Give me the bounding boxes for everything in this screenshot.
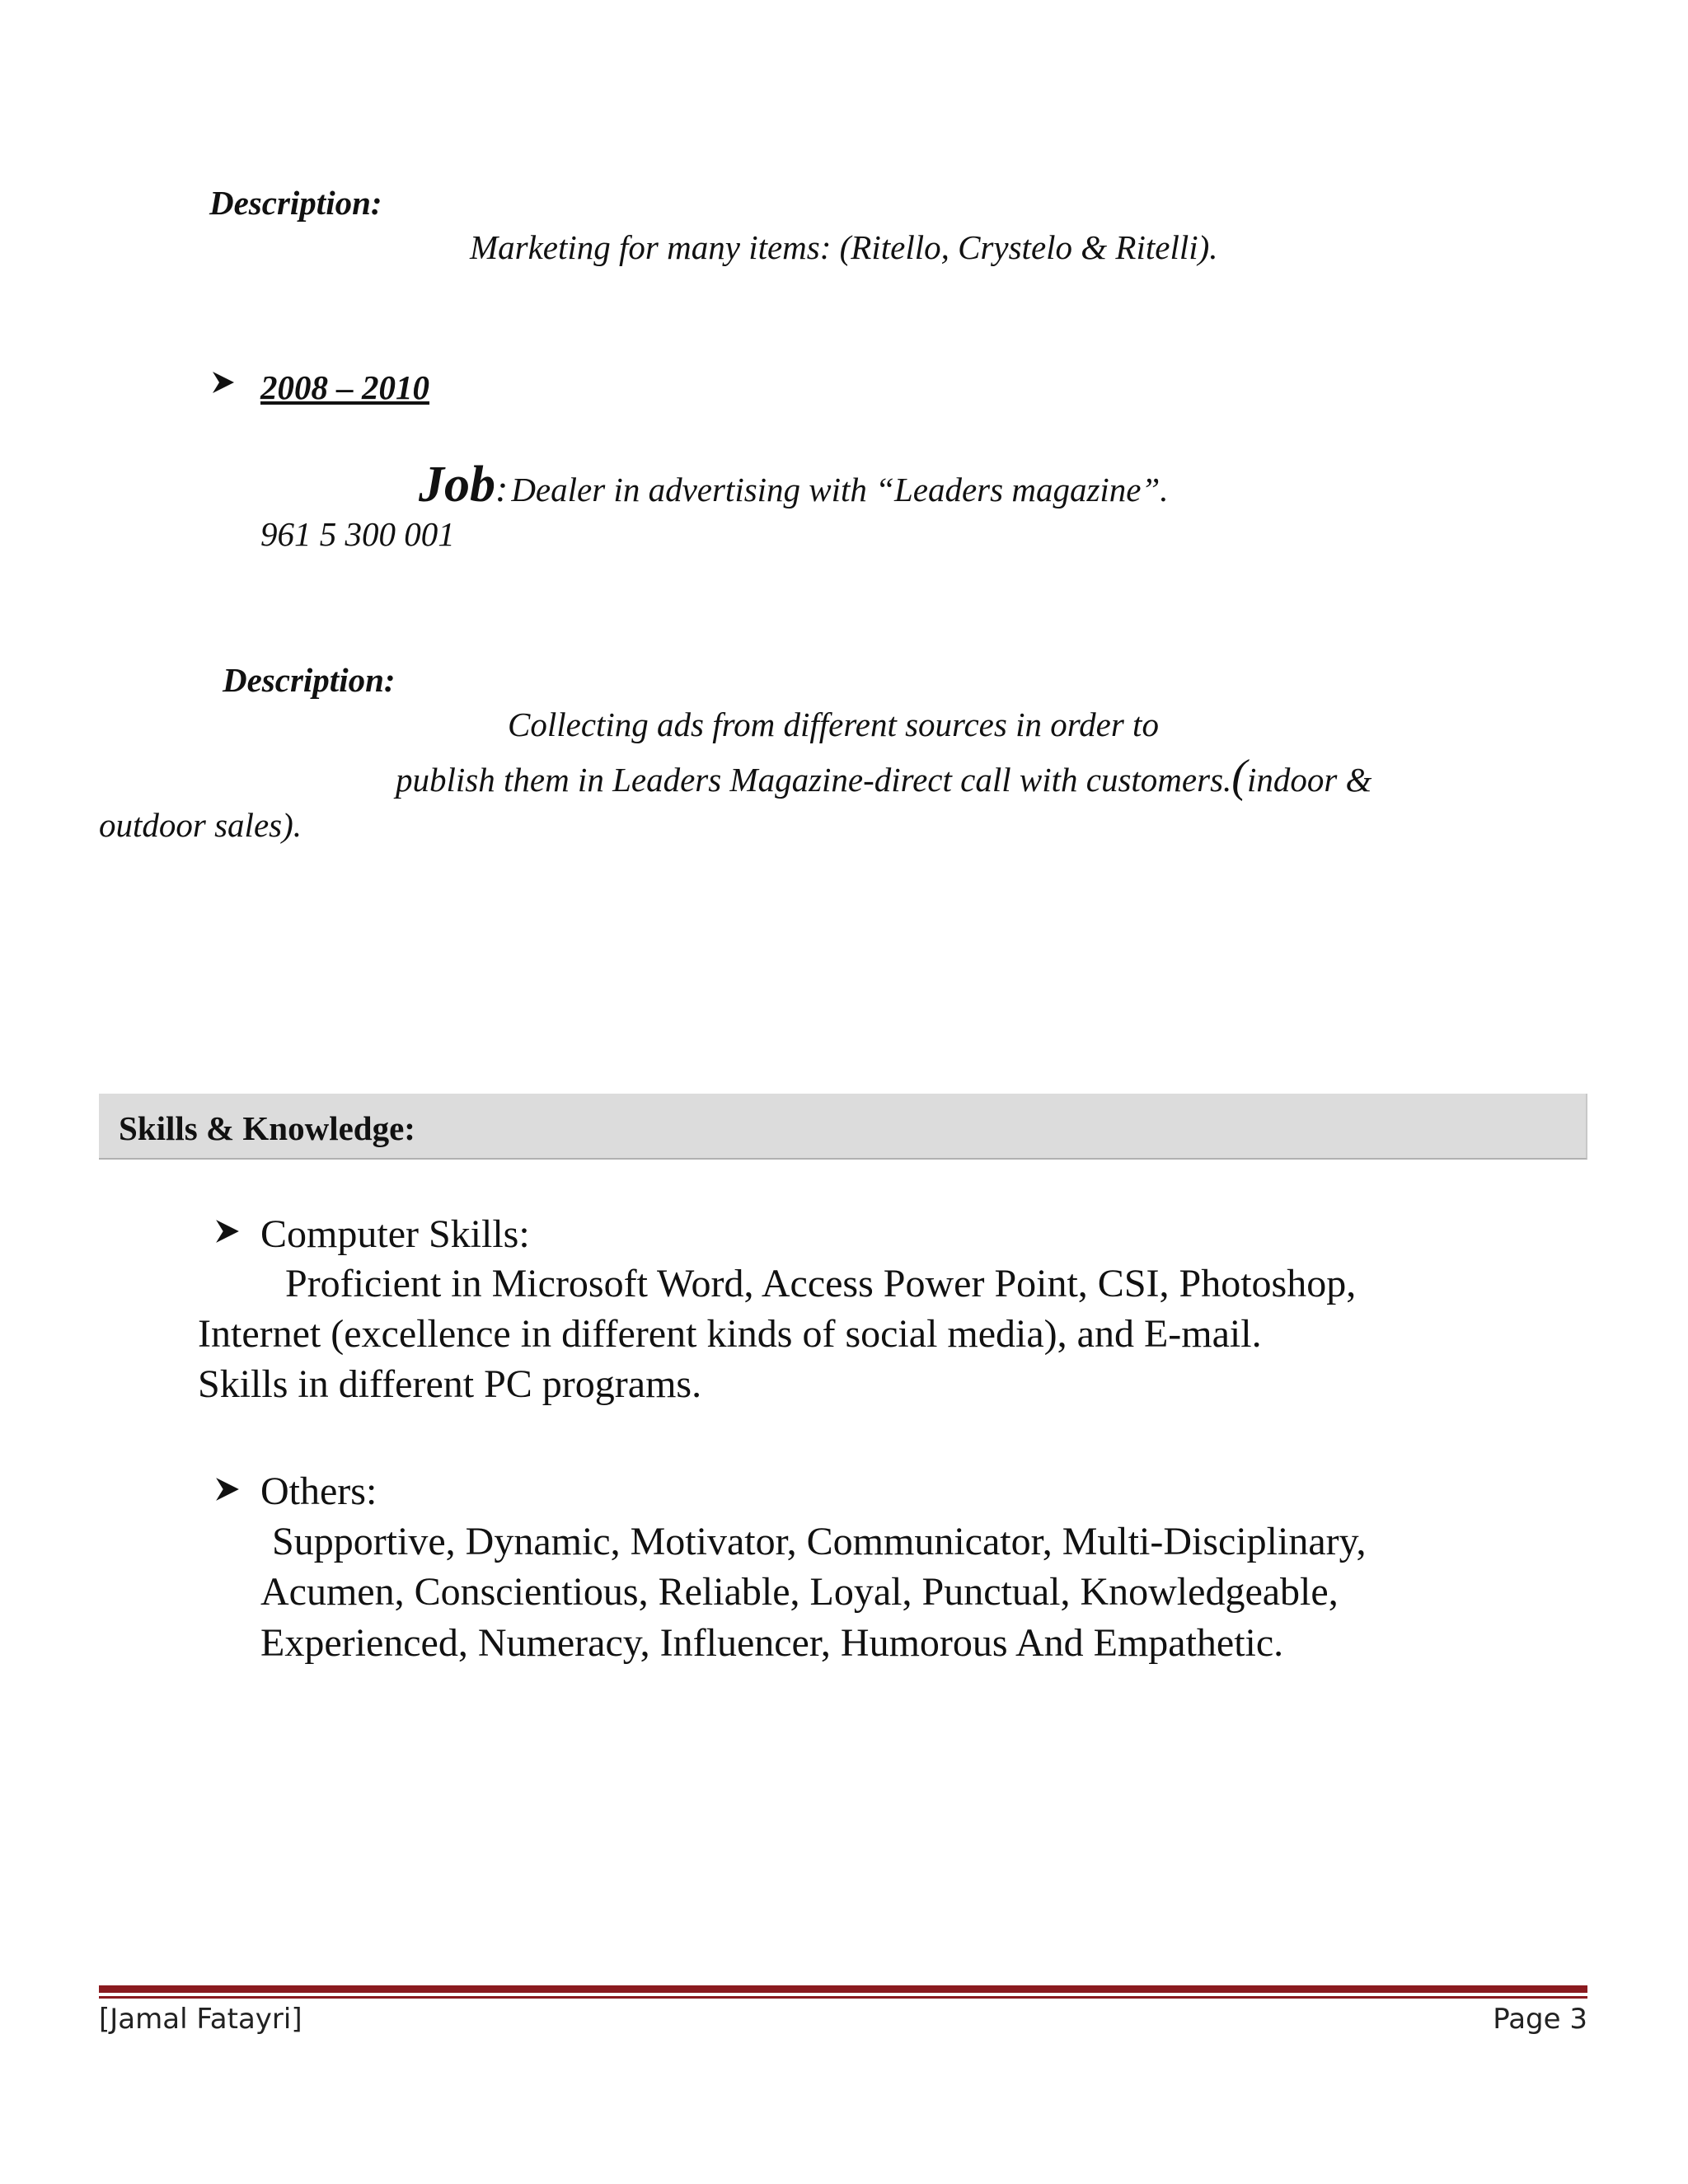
arrowhead-bullet-icon bbox=[214, 1476, 241, 1502]
footer-rule-thick bbox=[99, 1985, 1587, 1993]
employment-years: 2008 – 2010 bbox=[260, 368, 429, 406]
job-label: Job bbox=[419, 457, 495, 513]
others-line-3: Experienced, Numeracy, Influencer, Humorous And Empathetic. bbox=[260, 1621, 1284, 1665]
others-bullet bbox=[214, 1476, 241, 1502]
description-label: Description: bbox=[223, 661, 396, 699]
job-colon: : bbox=[495, 467, 509, 509]
computer-skills-line-2: Internet (excellence in different kinds of social media), and E-mail. bbox=[198, 1312, 1262, 1356]
arrowhead-bullet-icon bbox=[214, 1218, 241, 1244]
section-title: Skills & Knowledge: bbox=[119, 1109, 415, 1147]
computer-skills-heading: Computer Skills: bbox=[260, 1212, 530, 1256]
description-line-2-main: publish them in Leaders Magazine-direct call with customers. bbox=[396, 761, 1232, 799]
arrowhead-bullet-icon bbox=[211, 370, 236, 395]
job-text: Dealer in advertising with “Leaders magazine”. bbox=[511, 471, 1169, 509]
footer-rule-thin bbox=[99, 1996, 1587, 1999]
description-text: Marketing for many items: (Ritello, Crystelo & Ritelli). bbox=[470, 228, 1218, 266]
description-paren: ( bbox=[1231, 751, 1247, 802]
footer-page-number: Page 3 bbox=[1493, 2003, 1587, 2036]
phone-number: 961 5 300 001 bbox=[260, 515, 455, 553]
job-line bbox=[419, 456, 1169, 514]
description-line-3: outdoor sales). bbox=[99, 806, 302, 844]
description-label: Description: bbox=[209, 184, 382, 222]
others-heading: Others: bbox=[260, 1469, 377, 1513]
computer-skills-bullet bbox=[214, 1218, 241, 1244]
skills-section-header bbox=[99, 1094, 1587, 1160]
year-bullet-row bbox=[211, 370, 236, 395]
description-line-2 bbox=[396, 750, 1372, 803]
computer-skills-line-3: Skills in different PC programs. bbox=[198, 1362, 702, 1406]
others-line-2: Acumen, Conscientious, Reliable, Loyal, Punctual, Knowledgeable, bbox=[260, 1570, 1339, 1614]
others-line-1: Supportive, Dynamic, Motivator, Communicator, Multi-Disciplinary, bbox=[272, 1520, 1367, 1563]
computer-skills-line-1: Proficient in Microsoft Word, Access Power Point, CSI, Photoshop, bbox=[285, 1262, 1357, 1305]
footer-author-name: [Jamal Fatayri] bbox=[99, 2003, 302, 2036]
description-line-1: Collecting ads from different sources in order to bbox=[508, 705, 1159, 743]
description-line-2-end: indoor & bbox=[1246, 761, 1372, 799]
